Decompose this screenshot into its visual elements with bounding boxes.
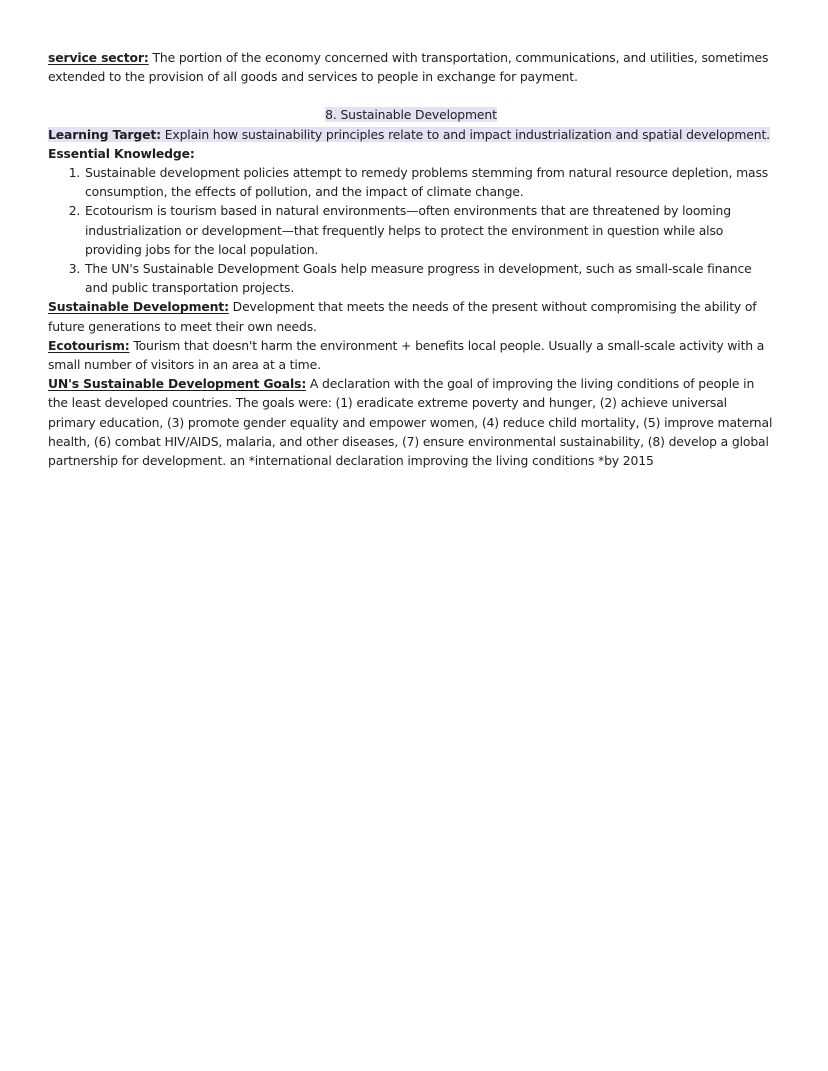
definition-text: A declaration with the goal of improving the living conditions of people in the least developed countries. The goals were: (1) eradicate extreme poverty and hunger, (2) achieve universal primary education, (3) promote gender equality and empower women, (4) reduce child mortality, (5) improve maternal health, (6) combat HIV/AIDS, malaria, and other diseases, (7) ensure environmental sustainability, (8) develop a global partnership for development. an *international declaration improving the living conditions *by 2015 (48, 376, 773, 469)
definition-term: Sustainable Development: (48, 299, 229, 315)
definition-text: Development that meets the needs of the present without compromising the ability of future generations to meet their own needs. (48, 299, 757, 334)
definition-term: UN's Sustainable Development Goals: (48, 376, 307, 392)
list-item: 3. The UN's Sustainable Development Goals help measure progress in development, such as small-scale finance and public transportation projects. (84, 259, 774, 297)
learning-target-text: Explain how sustainability principles relate to and impact industrialization and spatial development. (160, 126, 770, 142)
list-item: 1. Sustainable development policies attempt to remedy problems stemming from natural resource depletion, mass consumption, the effects of pollution, and the impact of climate change. (84, 163, 774, 201)
service-sector-definition (48, 48, 774, 86)
list-item: 2. Ecotourism is tourism based in natural environments—often environments that are threatened by looming industrialization or development—that frequently helps to protect the environment in question while also providing jobs for the local population. (84, 201, 774, 259)
section-heading (48, 105, 774, 124)
section-title: 8. Sustainable Development (325, 107, 497, 123)
definition-un-sdgs (48, 374, 774, 470)
service-sector-term: service sector: (48, 50, 149, 65)
learning-target-label: Learning Target: (48, 126, 161, 142)
essential-knowledge-list (48, 163, 774, 297)
learning-target (48, 125, 774, 144)
definition-term: Ecotourism: (48, 337, 130, 353)
essential-knowledge-label: Essential Knowledge: (48, 145, 195, 161)
definition-ecotourism (48, 336, 774, 374)
document-content (48, 48, 774, 470)
definition-text: Tourism that doesn't harm the environment + benefits local people. Usually a small-scale activity with a small number of visitors in an area at a time. (48, 337, 765, 373)
definition-sustainable-development (48, 297, 774, 335)
service-sector-text: The portion of the economy concerned with transportation, communications, and utilities, sometimes extended to the provision of all goods and services to people in exchange for payment. (48, 50, 769, 85)
